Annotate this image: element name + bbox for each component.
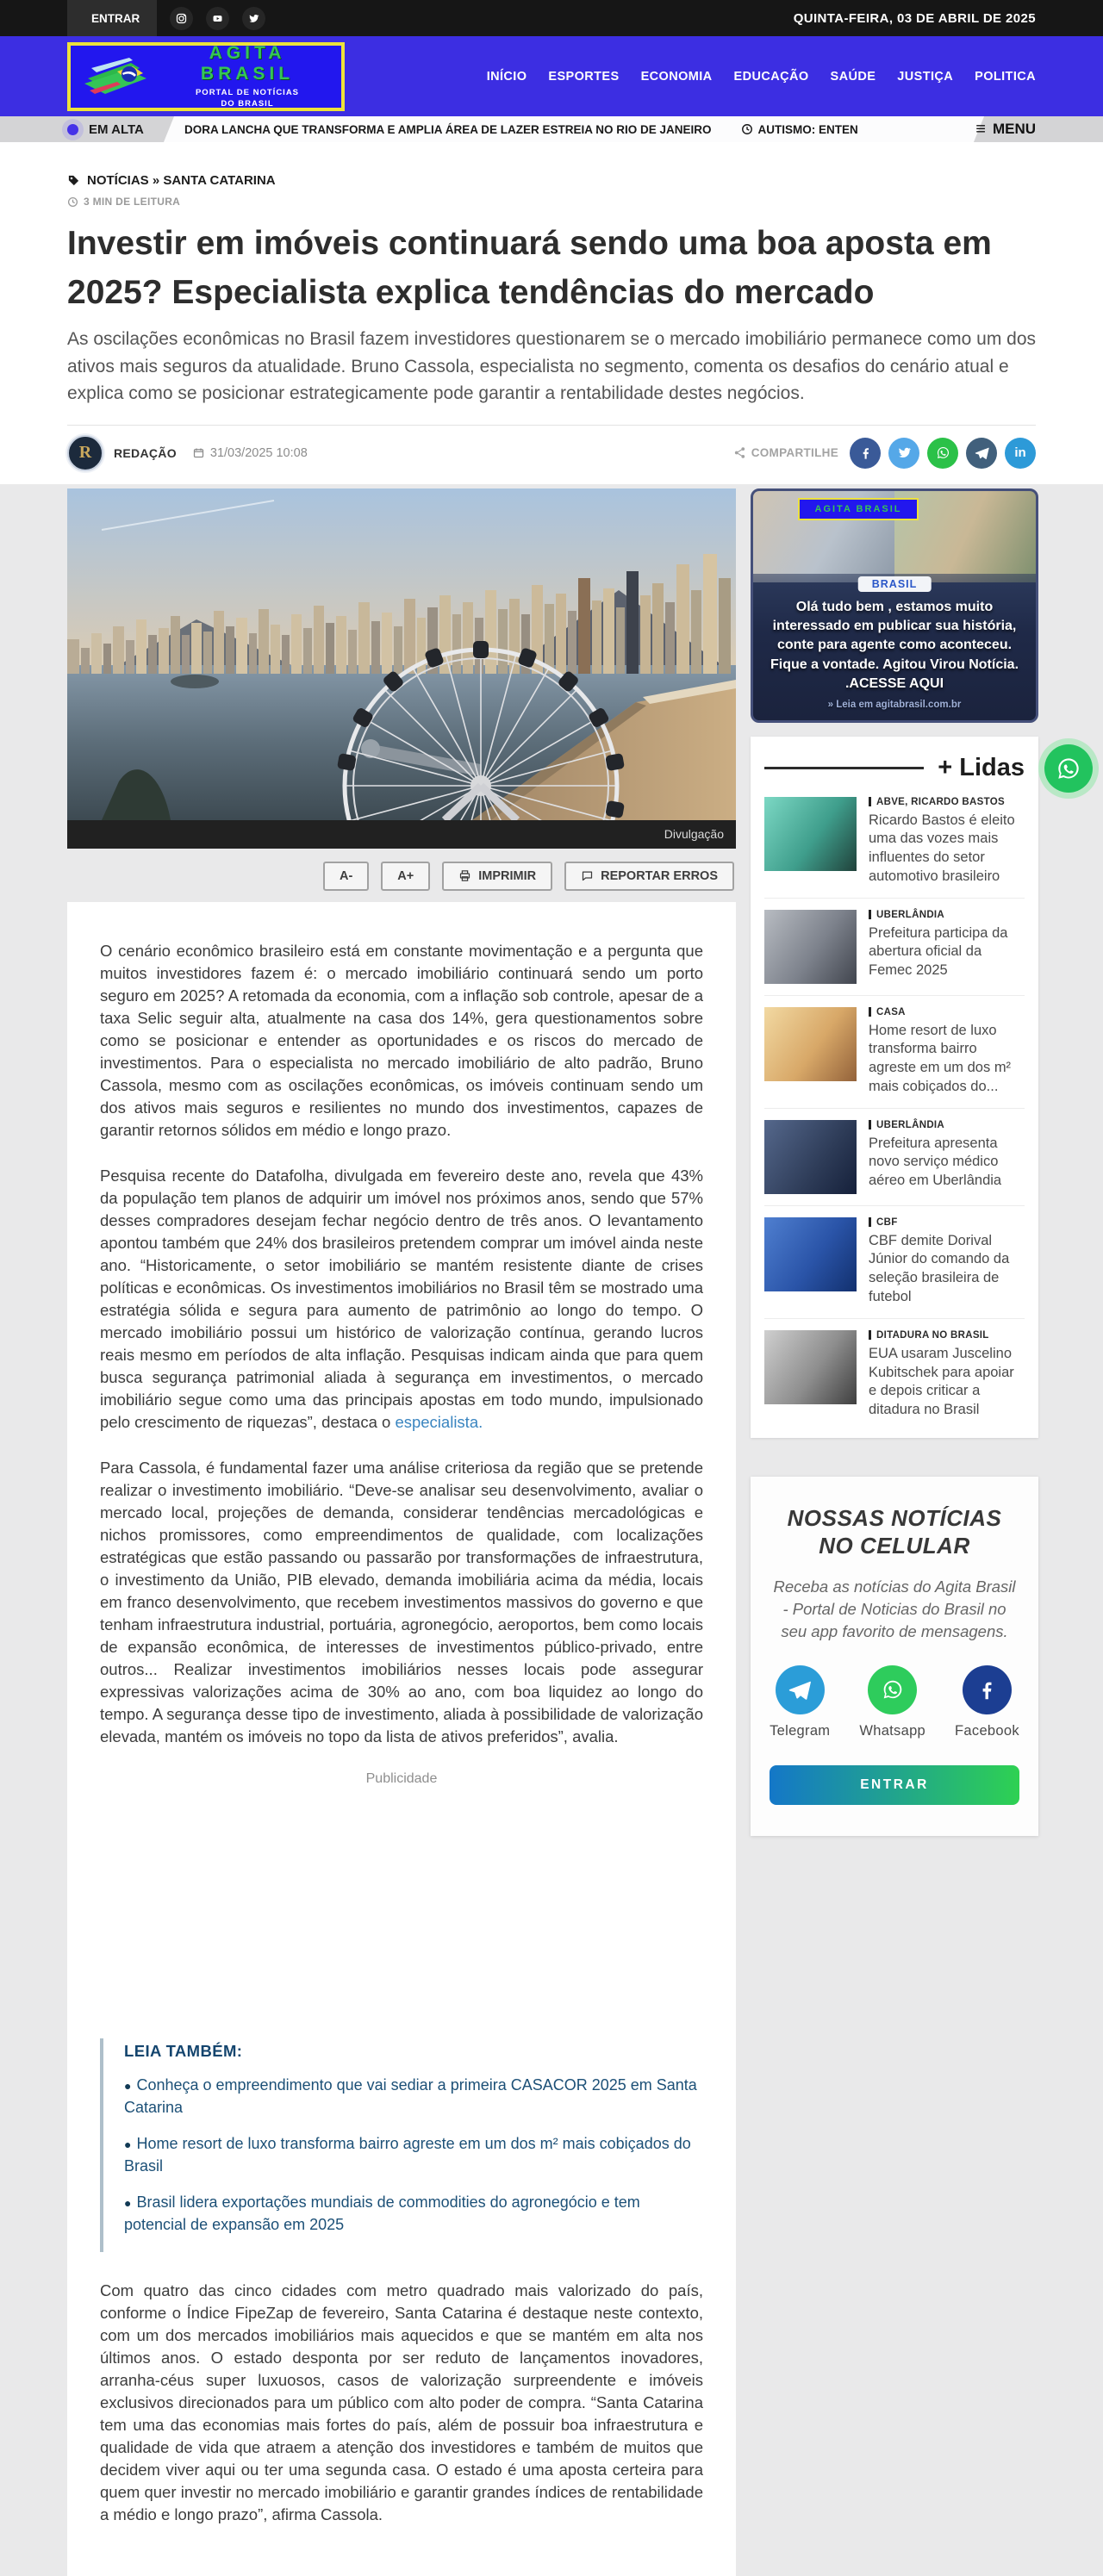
author-avatar: R bbox=[67, 435, 103, 471]
most-read-item-1[interactable] bbox=[764, 786, 1025, 899]
tag-icon bbox=[67, 174, 80, 187]
instagram-icon bbox=[175, 12, 188, 25]
ad-message: Olá tudo bem , estamos muito interessado em publicar sua história, conte para agente como aconteceu. Fique a vontade. Agitou Virou Notícia. .ACESSE AQUI bbox=[770, 599, 1019, 692]
calendar-icon bbox=[192, 446, 205, 459]
logo-line2: BRASIL bbox=[200, 63, 295, 84]
nav-item-educacao[interactable]: EDUCAÇÃO bbox=[733, 69, 809, 84]
related-link-2[interactable]: ● Home resort de luxo transforma bairro agreste em um dos m² mais cobiçados do Brasil bbox=[124, 2134, 691, 2175]
share-toolbar bbox=[733, 438, 1036, 469]
nav-item-inicio[interactable]: INÍCIO bbox=[486, 69, 527, 84]
advertisement-label: Publicidade bbox=[365, 1770, 438, 1786]
specialist-link[interactable]: especialista. bbox=[395, 1412, 483, 1431]
item-title: Ricardo Bastos é eleito uma das vozes mais influentes do setor automotivo brasileiro bbox=[869, 812, 1015, 884]
youtube-button[interactable] bbox=[206, 7, 229, 30]
breadcrumb-text: NOTÍCIAS » SANTA CATARINA bbox=[87, 173, 276, 188]
hamburger-icon: ≡ bbox=[975, 120, 986, 139]
tag-icon bbox=[869, 797, 871, 806]
primary-navigation bbox=[487, 70, 1036, 84]
item-thumbnail bbox=[764, 1330, 857, 1404]
related-link-1[interactable]: ● Conheça o empreendimento que vai sediar a primeira CASACOR 2025 em Santa Catarina bbox=[124, 2075, 697, 2116]
ad-badge: BRASIL bbox=[858, 576, 932, 592]
related-links-box bbox=[100, 2038, 703, 2252]
most-read-item-6[interactable] bbox=[764, 1319, 1025, 1431]
item-thumbnail bbox=[764, 797, 857, 871]
logo-tagline1: PORTAL DE NOTÍCIAS bbox=[195, 87, 300, 97]
youtube-icon bbox=[211, 12, 224, 25]
printer-icon bbox=[458, 869, 471, 882]
paragraph-2: Pesquisa recente do Datafolha, divulgada em fevereiro deste ano, revela que 43% da população tem planos de adquirir um imóvel nos próximos anos, sendo que 57% desses compradores desejam fechar negócio dentro de três anos. O levantamento apontou também que 24% dos brasileiros pretendem comprar um imóvel ainda neste ano. “Historicamente, o setor imobiliário se mantém resistente diante de crises políticas e econômicas. Os investimentos imobiliários no Brasil têm se mostrado uma estratégia sólida e segura para aumento de patrimônio ao longo do tempo. O mercado imobiliário possui um histórico de valorização contínua, gerando lucros reais mesmo em períodos de alta inflação. Pesquisas indicam ainda que para quem busca segurança patrimonial aliada à segurança em investimentos, o mercado imobiliário segue como uma das principais apostas em todo mundo, impulsionado pelo crescimento de riquezas”, destaca o especialista. bbox=[100, 1166, 703, 1431]
join-button[interactable]: ENTRAR bbox=[770, 1765, 1019, 1805]
item-title: Home resort de luxo transforma bairro agreste em um dos m² mais cobiçados do... bbox=[869, 1022, 1012, 1094]
font-decrease-button[interactable]: A- bbox=[323, 862, 369, 891]
item-tag: CBF bbox=[869, 1217, 1025, 1228]
nav-item-esportes[interactable]: ESPORTES bbox=[548, 69, 620, 84]
share-linkedin-button[interactable] bbox=[1005, 438, 1036, 469]
mobile-news-heading: NOSSAS NOTÍCIAS NO CELULAR bbox=[787, 1504, 1002, 1559]
ad-footer-link[interactable]: » Leia em agitabrasil.com.br bbox=[827, 699, 962, 710]
twitter-button[interactable] bbox=[242, 7, 265, 30]
mobile-news-widget bbox=[751, 1477, 1038, 1836]
most-read-item-2[interactable] bbox=[764, 899, 1025, 996]
tag-icon bbox=[869, 1330, 871, 1340]
instagram-button[interactable] bbox=[170, 7, 193, 30]
whatsapp-icon bbox=[880, 1677, 906, 1702]
channel-list bbox=[770, 1665, 1019, 1739]
breadcrumb[interactable] bbox=[67, 173, 1036, 188]
nav-item-economia[interactable]: ECONOMIA bbox=[640, 69, 713, 84]
article-tools bbox=[67, 862, 734, 891]
login-button[interactable] bbox=[67, 0, 157, 36]
share-facebook-button[interactable] bbox=[850, 438, 881, 469]
print-button[interactable]: IMPRIMIR bbox=[442, 862, 552, 891]
menu-label: MENU bbox=[992, 121, 1036, 137]
mobile-news-text: Receba as notícias do Agita Brasil - Portal de Noticias do Brasil no seu app favorito de mensagens. bbox=[773, 1577, 1016, 1640]
item-tag: UBERLÂNDIA bbox=[869, 910, 1025, 920]
telegram-icon bbox=[974, 445, 990, 461]
sidebar-promo-ad[interactable] bbox=[751, 488, 1038, 723]
item-thumbnail bbox=[764, 910, 857, 984]
menu-button[interactable] bbox=[975, 121, 1036, 138]
item-tag: CASA bbox=[869, 1007, 1025, 1017]
most-read-item-4[interactable] bbox=[764, 1109, 1025, 1206]
bullet-icon: ● bbox=[124, 2078, 132, 2093]
telegram-channel[interactable] bbox=[770, 1665, 830, 1739]
author-name: REDAÇÃO bbox=[114, 445, 177, 460]
share-whatsapp-button[interactable] bbox=[927, 438, 958, 469]
image-caption: Divulgação bbox=[67, 820, 736, 849]
most-read-item-3[interactable] bbox=[764, 996, 1025, 1109]
logo-text bbox=[162, 43, 333, 110]
telegram-icon bbox=[787, 1677, 813, 1702]
brazil-flag-swoosh-icon bbox=[79, 49, 162, 104]
hero-image-balneario-ferris-wheel bbox=[67, 488, 736, 820]
channel-label: Facebook bbox=[955, 1722, 1019, 1739]
logo-line1: AGITA bbox=[209, 42, 286, 63]
item-tag: DITADURA NO BRASIL bbox=[869, 1330, 1025, 1341]
bullet-icon: ● bbox=[124, 2195, 132, 2210]
tag-icon bbox=[869, 1120, 871, 1129]
article-header bbox=[0, 142, 1103, 484]
heading-rule bbox=[764, 767, 924, 769]
channel-label: Whatsapp bbox=[859, 1722, 926, 1739]
trending-label-text: EM ALTA bbox=[89, 121, 144, 137]
tag-icon bbox=[869, 1007, 871, 1017]
related-link-3[interactable]: ● Brasil lidera exportações mundiais de commodities do agronegócio e tem potencial de expansão em 2025 bbox=[124, 2193, 640, 2233]
item-thumbnail bbox=[764, 1120, 857, 1194]
article-subtitle: As oscilações econômicas no Brasil fazem investidores questionarem se o mercado imobiliário permanece como um dos ativos mais seguros da atualidade. Bruno Cassola, especialista no segmento, comenta os desafios do cenário atual e explica como se posicionar estrategicamente pode garantir a rentabilidade destes negócios. bbox=[67, 329, 1037, 404]
article-body bbox=[67, 902, 736, 2576]
article-title: Investir em imóveis continuará sendo uma boa aposta em 2025? Especialista explica tendências do mercado bbox=[67, 225, 992, 311]
facebook-icon bbox=[857, 445, 874, 461]
whatsapp-icon bbox=[1054, 754, 1083, 783]
nav-item-justica[interactable]: JUSTIÇA bbox=[897, 69, 954, 84]
item-tag: ABVE, RICARDO BASTOS bbox=[869, 797, 1025, 807]
main-navbar bbox=[0, 36, 1103, 116]
article-column bbox=[67, 488, 736, 2576]
share-twitter-button[interactable] bbox=[888, 438, 919, 469]
ticker-headline-2[interactable]: AUTISMO: ENTEN bbox=[741, 123, 858, 136]
related-links-heading: LEIA TAMBÉM: bbox=[124, 2041, 243, 2060]
report-errors-button[interactable]: REPORTAR ERROS bbox=[564, 862, 734, 891]
whatsapp-icon bbox=[935, 445, 951, 461]
sidebar bbox=[751, 488, 1038, 1836]
trending-label bbox=[67, 122, 144, 137]
item-thumbnail bbox=[764, 1217, 857, 1291]
item-title: CBF demite Dorival Júnior do comando da seleção brasileira de futebol bbox=[869, 1232, 1010, 1305]
most-read-widget bbox=[751, 737, 1038, 1438]
font-increase-button[interactable]: A+ bbox=[381, 862, 430, 891]
item-title: Prefeitura apresenta novo serviço médico aéreo em Uberlândia bbox=[869, 1135, 1002, 1189]
ticker-headline-1[interactable]: DORA LANCHA QUE TRANSFORMA E AMPLIA ÁREA DE LAZER ESTREIA NO RIO DE JANEIRO bbox=[184, 122, 712, 136]
read-time bbox=[67, 196, 1036, 208]
clock-icon bbox=[741, 123, 753, 135]
twitter-icon bbox=[247, 12, 260, 25]
facebook-channel[interactable] bbox=[955, 1665, 1019, 1739]
share-label: COMPARTILHE bbox=[733, 446, 838, 459]
site-logo[interactable] bbox=[67, 42, 345, 111]
facebook-icon bbox=[974, 1677, 1000, 1702]
current-date: QUINTA-FEIRA, 03 DE ABRIL DE 2025 bbox=[793, 10, 1036, 26]
twitter-icon bbox=[896, 445, 913, 461]
item-title: EUA usaram Juscelino Kubitschek para apoiar e depois criticar a ditadura no Brasil bbox=[869, 1345, 1014, 1418]
paragraph-4: Com quatro das cinco cidades com metro quadrado mais valorizado do país, conforme o Índice FipeZap de fevereiro, Santa Catarina é destaque neste contexto, com um dos mercados imobiliários mais aquecidos e que se mantém em alta nos últimos anos. O estado desponta por ser reduto de lançamentos inovadores, arranha-céus super luxuosos, casos de valorização surpreendente e imóveis exclusivos direcionados para um público com alto poder de compra. “Santa Catarina tem uma das economias mais fortes do país, além de possuir boa infraestrutura e qualidade de vida que atraem a atenção dos investidores e também de muitos que decidem viver aqui ou ter uma segunda casa. O estado é uma aposta certeira para quem quer investir no mercado imobiliário e garantir grandes índices de rentabilidade a médio e longo prazo”, afirma Cassola. bbox=[100, 2280, 703, 2523]
floating-whatsapp-button[interactable] bbox=[1044, 744, 1093, 793]
speech-bubble-icon bbox=[581, 869, 594, 882]
paragraph-3: Para Cassola, é fundamental fazer uma análise criteriosa da região que se pretende realizar o investimento imobiliário. “Deve-se analisar seu desenvolvimento, avaliar o mercado local, projeções de demanda, considerar tendências mercadológicas e nichos promissores, como empreendimentos de qualidade, com localizações estratégicas que estão passando ou passarão por transformações de infraestrutura, o investimento da União, PIB elevado, demanda imobiliária acima da média, locais em franco desenvolvimento, que recebem investimentos massivos do governo e que tenham infraestrutura industrial, portuária, agronegócio, aeroportos, bem como locais de expansão econômica, de interesses de investimentos público-privado, entre outros... Realizar investimentos imobiliários nesses locais pode assegurar expressivas valorizações acima de 30% ao ano, com boa liquidez ao longo do tempo. A segurança desse tipo de investimento, aliada à possibilidade de valorização elevada, mantém os imóveis no topo da lista de ativos preferidos”, avalia. bbox=[100, 1458, 703, 1745]
trending-ticker-bar bbox=[0, 116, 1103, 142]
bullet-icon: ● bbox=[124, 2137, 132, 2151]
read-time-text: 3 MIN DE LEITURA bbox=[84, 196, 181, 208]
item-tag: UBERLÂNDIA bbox=[869, 1120, 1025, 1130]
most-read-item-5[interactable] bbox=[764, 1206, 1025, 1319]
trending-dot-icon bbox=[67, 124, 78, 135]
clock-icon bbox=[67, 196, 78, 208]
share-icon bbox=[733, 446, 746, 459]
channel-label: Telegram bbox=[770, 1722, 831, 1739]
ad-mini-logo: AGITA BRASIL bbox=[798, 498, 919, 520]
author-row bbox=[67, 425, 1036, 484]
nav-item-saude[interactable]: SAÚDE bbox=[830, 69, 876, 84]
login-label: ENTRAR bbox=[91, 11, 140, 25]
item-title: Prefeitura participa da abertura oficial da Femec 2025 bbox=[869, 924, 1008, 979]
ticker-headlines bbox=[184, 116, 960, 142]
tag-icon bbox=[869, 1217, 871, 1227]
paragraph-1: O cenário econômico brasileiro está em constante movimentação e a pergunta que muitos investidores fazem é: o mercado imobiliário continuará sendo um porto seguro em 2025? A retomada da economia, com a inflação sob controle, apesar de a taxa Selic seguir alta, atualmente na casa dos 14%, gera questionamentos sobre como se posicionar e entender as oportunidades e os riscos do mercado de investimentos. Para o especialista no mercado imobiliário de alto padrão, Bruno Cassola, mesmo com as oscilações econômicas, os imóveis continuam sendo um dos ativos mais seguros e resilientes no mundo dos investimentos, capazes de garantir retornos sólidos em médio e longo prazo. bbox=[100, 941, 703, 1139]
nav-item-politica[interactable]: POLITICA bbox=[975, 69, 1036, 84]
share-telegram-button[interactable] bbox=[966, 438, 997, 469]
main-content bbox=[0, 484, 1103, 2576]
advertisement-placeholder bbox=[100, 1787, 703, 2038]
whatsapp-channel[interactable] bbox=[859, 1665, 925, 1739]
top-utility-bar bbox=[0, 0, 1103, 36]
publish-date: 31/03/2025 10:08 bbox=[192, 446, 308, 460]
most-read-heading: + Lidas bbox=[764, 754, 1025, 782]
tag-icon bbox=[869, 910, 871, 919]
linkedin-icon: in bbox=[1014, 445, 1026, 461]
logo-tagline2: DO BRASIL bbox=[221, 99, 274, 109]
item-thumbnail bbox=[764, 1007, 857, 1081]
